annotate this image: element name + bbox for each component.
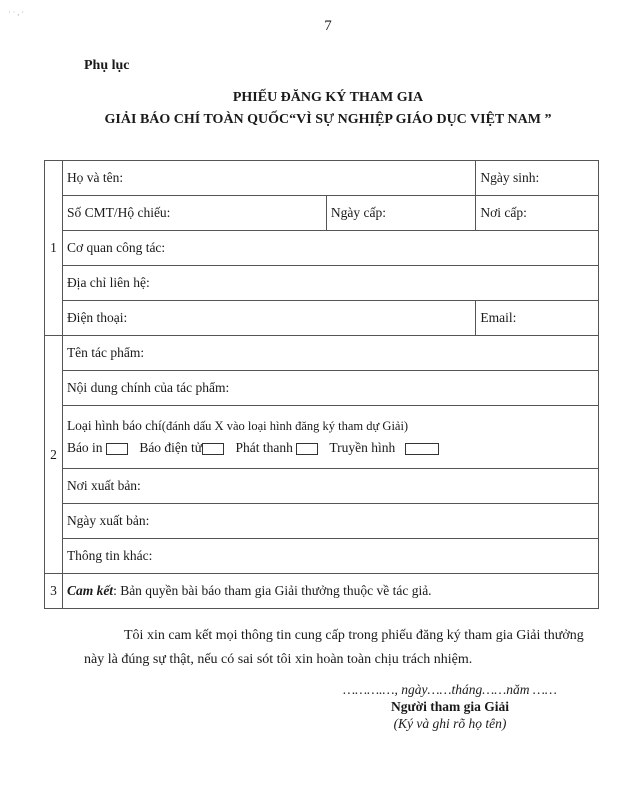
table-row [45,301,599,336]
table-row [45,406,599,469]
online-checkbox[interactable] [202,443,224,455]
table-row [45,161,599,196]
award-title: GIẢI BÁO CHÍ TOÀN QUỐC“VÌ SỰ NGHIỆP GIÁO DỤC VIỆT NAM ” [104,112,552,127]
table-row [45,469,599,504]
section-1-number: 1 [45,161,63,336]
media-type-cell [62,406,598,469]
other-info-field[interactable]: Thông tin khác: [62,539,598,574]
work-title-field[interactable]: Tên tác phẩm: [62,336,598,371]
media-option-radio: Phát thanh [235,440,293,455]
table-row [45,336,599,371]
form-title: PHIẾU ĐĂNG KÝ THAM GIA [232,90,424,105]
address-field[interactable]: Địa chỉ liên hệ: [62,266,598,301]
id-number-field[interactable]: Số CMT/Hộ chiếu: [62,196,326,231]
registration-table [44,160,599,609]
section-3-number: 3 [45,574,63,609]
media-option-print: Báo in [66,440,103,455]
email-field[interactable]: Email: [476,301,599,336]
media-type-note: (đánh dấu X vào loại hình đăng ký tham dự Giải) [161,419,409,433]
table-row [45,231,599,266]
table-row [45,371,599,406]
workplace-field[interactable]: Cơ quan công tác: [62,231,598,266]
signature-title: Người tham gia Giải [391,699,509,714]
publish-date-field[interactable]: Ngày xuất bản: [62,504,598,539]
issue-place-field[interactable]: Nơi cấp: [476,196,599,231]
tv-checkbox[interactable] [405,443,439,455]
pledge-paragraph: Tôi xin cam kết mọi thông tin cung cấp trong phiếu đăng ký tham gia Giải thưởng này là đúng sự thật, nếu có sai sót tôi xin hoàn toàn chịu trách nhiệm. [84,628,584,667]
commitment-cell [62,574,598,609]
table-row [45,574,599,609]
main-content-field[interactable]: Nội dung chính của tác phẩm: [62,371,598,406]
table-row [45,539,599,574]
commitment-text: : Bản quyền bài báo tham gia Giải thưởng thuộc về tác giả. [113,583,432,598]
phone-field[interactable]: Điện thoại: [62,301,475,336]
table-row [45,266,599,301]
table-row [45,504,599,539]
full-name-field[interactable]: Họ và tên: [62,161,475,196]
commitment-label: Cam kết [66,583,114,598]
print-checkbox[interactable] [106,443,128,455]
appendix-label: Phụ lục [84,58,130,73]
scan-mark: · · , · [8,8,24,17]
media-option-online: Báo điện tử [139,440,203,455]
table-row [45,196,599,231]
signature-date-line: ……….…, ngày……tháng……năm …… [343,682,557,697]
radio-checkbox[interactable] [296,443,318,455]
signature-note: (Ký và ghi rõ họ tên) [393,716,507,731]
publisher-field[interactable]: Nơi xuất bản: [62,469,598,504]
media-option-tv: Truyền hình [329,440,396,455]
page-number: 7 [324,18,332,34]
media-type-label: Loại hình báo chí [66,418,162,433]
dob-field[interactable]: Ngày sinh: [476,161,599,196]
issue-date-field[interactable]: Ngày cấp: [326,196,475,231]
section-2-number: 2 [45,336,63,574]
